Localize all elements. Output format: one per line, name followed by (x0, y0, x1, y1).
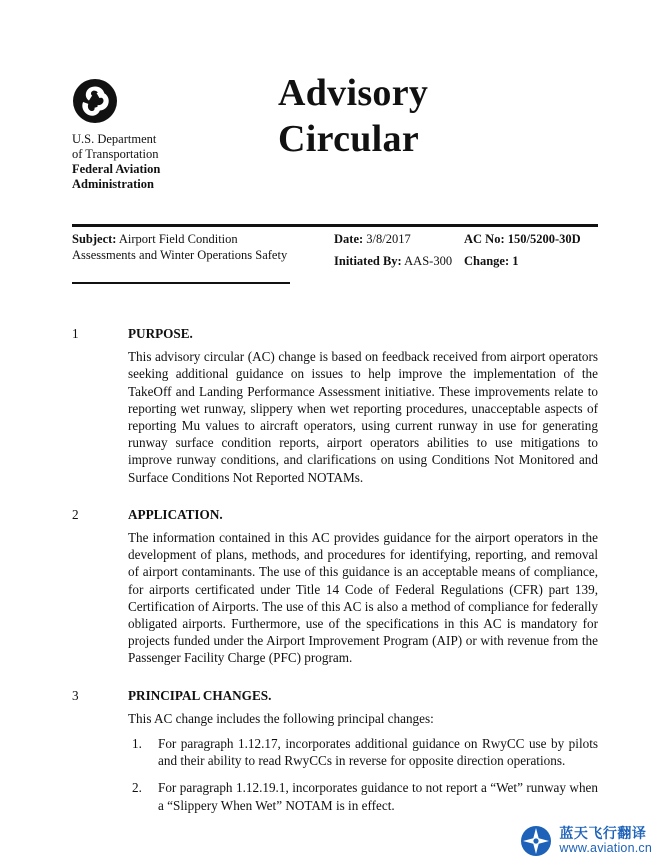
ac-no-row (464, 232, 614, 248)
subject-underline-rule (72, 282, 290, 284)
ac-no-label: AC No: (464, 232, 505, 246)
section-number: 3 (72, 687, 79, 703)
agency-line-2: of Transportation (72, 147, 159, 161)
initiated-by-row (334, 254, 464, 270)
section-principal-changes (72, 687, 598, 814)
agency-line-4: Administration (72, 177, 154, 191)
section-heading: APPLICATION. (128, 506, 223, 522)
subject-column (72, 232, 290, 263)
header-divider-rule (72, 224, 598, 227)
change-label: Change: (464, 253, 510, 268)
title-line-1: Advisory (278, 72, 429, 114)
section-paragraph: The information contained in this AC provides guidance for the airport operators in the development of plans, methods, and procedures for identifying, reporting, and removal of airport contaminants. The use of this guidance is an acceptable means of compliance, for airports certificated under Title 14 Code of Federal Regulations (CFR) part 139, Certification of Airports. The use of this AC is also a method of compliance for federally obligated airports. Furthermore, use of the specifications in this AC is mandatory for projects funded under the Airport Improvement Program (AIP) or with revenue from the Passenger Facility Charge (PFC) program. (128, 530, 598, 666)
subject-value: Airport Field Condition Assessments and Winter Operations Safety (72, 232, 288, 262)
section-number: 1 (72, 326, 79, 341)
list-item (128, 735, 598, 769)
principal-changes-list (128, 735, 598, 814)
document-title (278, 70, 598, 162)
section-heading: PRINCIPAL CHANGES. (128, 687, 272, 703)
section-application (72, 506, 598, 667)
date-column (334, 232, 464, 269)
ac-no-value: 150/5200-30D (507, 232, 581, 246)
subject-bar (72, 232, 598, 282)
section-purpose (72, 325, 598, 486)
list-item-marker: 1. (132, 736, 142, 752)
agency-name (72, 132, 242, 192)
section-heading: PURPOSE. (128, 326, 193, 341)
ac-number-column (464, 232, 614, 269)
title-line-2: Circular (278, 118, 420, 160)
change-value: 1 (512, 253, 519, 268)
list-item-marker: 2. (132, 780, 142, 796)
section-number: 2 (72, 506, 79, 522)
document-header (72, 70, 598, 190)
list-item (128, 779, 598, 813)
list-item-text: For paragraph 1.12.19.1, incorporates guidance to not report a “Wet” runway when a “Slippery When Wet” NOTAM is in effect. (158, 780, 598, 813)
date-value: 3/8/2017 (366, 232, 411, 246)
watermark-line-2: www.aviation.cn (559, 841, 652, 855)
initiated-by-label: Initiated By: (334, 253, 402, 268)
watermark-line-1: 蓝天飞行翻译 (559, 825, 647, 841)
agency-line-3: Federal Aviation (72, 162, 161, 176)
date-label: Date: (334, 232, 364, 246)
watermark-text (559, 826, 652, 856)
change-row (464, 254, 614, 270)
dot-triskelion-seal-icon (72, 78, 118, 124)
section-paragraph: This advisory circular (AC) change is based on feedback received from airport operators seeking additional guidance on issues to help improve the implementation of the TakeOff and Landing Performance Assessment initiative. These improvements relate to reporting wet runway, slippery when wet reporting procedures, unacceptable aspects of reporting Mu values to aircraft operators, using current runway in use for generating runway surface condition reports, airport operators abilities to use mitigations to improve runway conditions, and clarifications on using Conditions Not Monitored and Surface Conditions Not Reported NOTAMs. (128, 349, 598, 485)
document-body (72, 325, 598, 834)
agency-line-1: U.S. Department (72, 132, 157, 146)
section-intro: This AC change includes the following principal changes: (128, 710, 434, 726)
subject-label: Subject: (72, 232, 117, 246)
watermark (520, 825, 652, 857)
initiated-by-value: AAS-300 (404, 253, 453, 268)
date-row (334, 232, 464, 248)
list-item-text: For paragraph 1.12.17, incorporates additional guidance on RwyCC use by pilots and their ability to read RwyCCs in reverse for opposite direction operations. (158, 736, 598, 769)
compass-rose-icon (520, 825, 552, 857)
